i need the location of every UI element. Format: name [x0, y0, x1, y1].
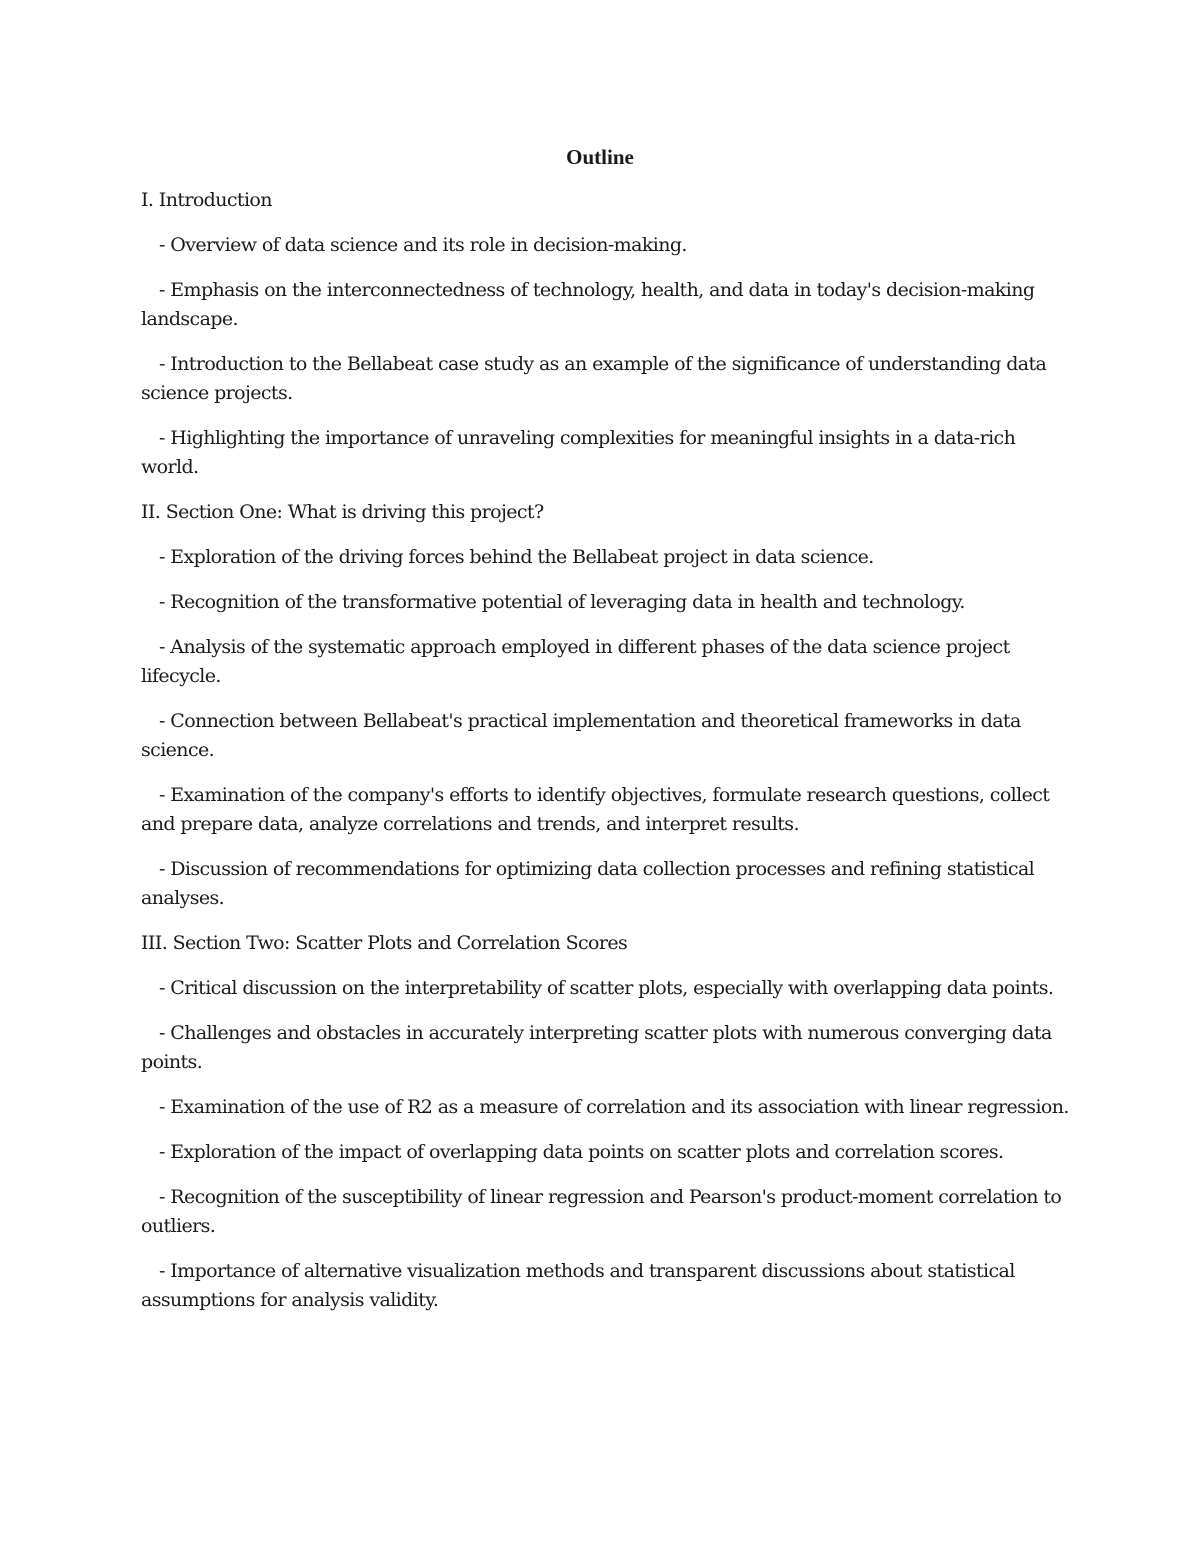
outline-item: - Challenges and obstacles in accurately interpreting scatter plots with numerous converging data points. — [141, 1022, 1052, 1073]
outline-item: - Exploration of the impact of overlapping data points on scatter plots and correlation scores. — [159, 1141, 1004, 1163]
outline-item: - Highlighting the importance of unraveling complexities for meaningful insights in a data-rich world. — [141, 427, 1016, 478]
outline-item: - Critical discussion on the interpretability of scatter plots, especially with overlapping data points. — [159, 977, 1054, 999]
outline-item: - Recognition of the transformative potential of leveraging data in health and technology. — [159, 591, 965, 613]
section-heading: I. Introduction — [141, 189, 272, 211]
outline-section-one — [141, 498, 1071, 913]
outline-item: - Examination of the use of R2 as a measure of correlation and its association with linear regression. — [159, 1096, 1069, 1118]
section-heading: III. Section Two: Scatter Plots and Correlation Scores — [141, 932, 628, 954]
outline-item: - Analysis of the systematic approach employed in different phases of the data science project lifecycle. — [141, 636, 1010, 687]
outline-section-two — [141, 929, 1071, 1315]
outline-body — [141, 186, 1071, 1315]
outline-item: - Examination of the company's efforts to identify objectives, formulate research questions, collect and prepare data, analyze correlations and trends, and interpret results. — [141, 784, 1050, 835]
outline-item: - Discussion of recommendations for optimizing data collection processes and refining statistical analyses. — [141, 858, 1035, 909]
outline-item: - Exploration of the driving forces behind the Bellabeat project in data science. — [159, 546, 874, 568]
outline-item: - Introduction to the Bellabeat case study as an example of the significance of understanding data science projects. — [141, 353, 1047, 404]
outline-item: - Recognition of the susceptibility of linear regression and Pearson's product-moment correlation to outliers. — [141, 1186, 1062, 1237]
section-heading: II. Section One: What is driving this project? — [141, 501, 544, 523]
outline-item: - Overview of data science and its role in decision-making. — [159, 234, 687, 256]
outline-item: - Connection between Bellabeat's practical implementation and theoretical frameworks in data science. — [141, 710, 1021, 761]
outline-item: - Emphasis on the interconnectedness of technology, health, and data in today's decision-making landscape. — [141, 279, 1035, 330]
outline-item: - Importance of alternative visualization methods and transparent discussions about statistical assumptions for analysis validity. — [141, 1260, 1015, 1311]
outline-section-introduction — [141, 186, 1071, 482]
document-title: Outline — [566, 145, 634, 169]
